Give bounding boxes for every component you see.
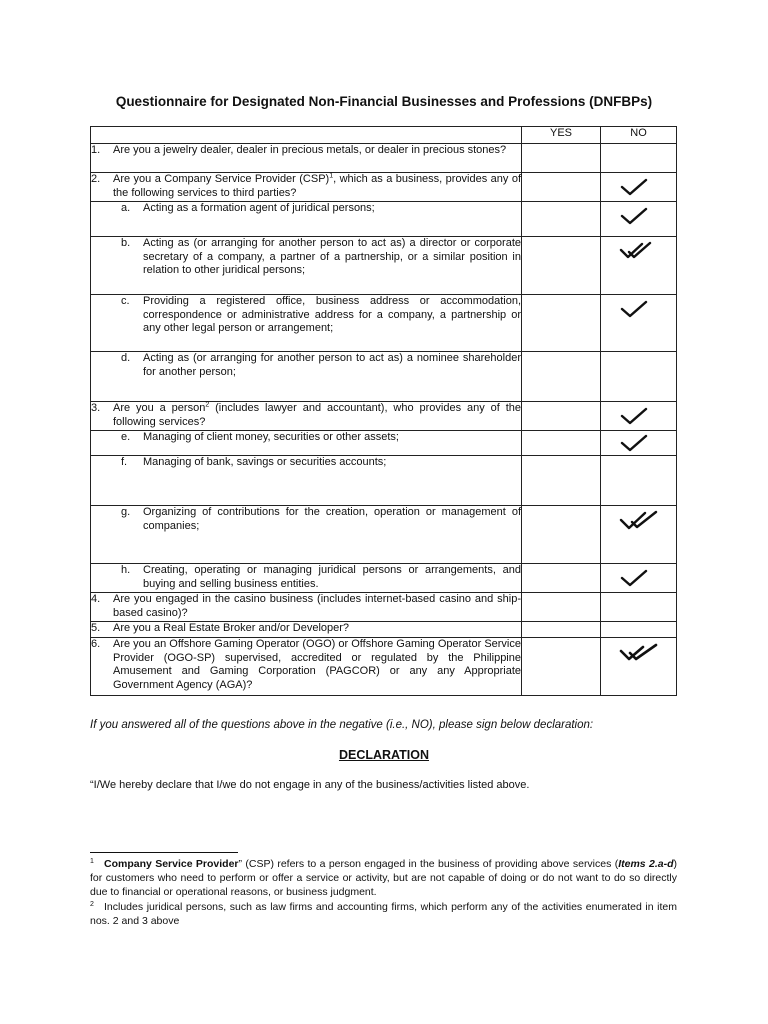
- header-yes: YES: [522, 127, 601, 144]
- question-text: Are you a jewelry dealer, dealer in precious metals, or dealer in precious stones?: [113, 144, 507, 156]
- instruction-note: If you answered all of the questions above in the negative (i.e., NO), please sign below declaration:: [90, 719, 594, 731]
- check-mark-icon: [619, 433, 649, 453]
- table-row: [91, 202, 677, 237]
- table-row: [91, 593, 677, 622]
- sub-item-text: Managing of bank, savings or securities accounts;: [143, 456, 387, 468]
- sub-item-letter: b.: [121, 237, 131, 249]
- table-row: [91, 506, 677, 564]
- yes-cell[interactable]: [522, 237, 601, 295]
- footnote-ref: 2: [205, 401, 210, 409]
- question-number: 2.: [91, 173, 101, 185]
- check-mark-icon: [619, 568, 649, 588]
- double-check-mark-icon: [619, 510, 659, 532]
- page-title: Questionnaire for Designated Non-Financial Businesses and Professions (DNFBPs): [115, 94, 653, 109]
- check-mark-icon: [619, 177, 649, 197]
- check-mark-icon: [619, 406, 649, 426]
- no-cell[interactable]: [601, 402, 677, 431]
- question-number: 4.: [91, 593, 101, 605]
- question-text: Are you an Offshore Gaming Operator (OGO) or Offshore Gaming Operator Service Provider (OGO-SP) supervised, accredited or regulated by the Philippine Amusement and Gaming Corporation (PAGCOR) or any any Appropriate Government Agency (AGA)?: [113, 638, 521, 691]
- yes-cell[interactable]: [522, 593, 601, 622]
- table-row: [91, 173, 677, 202]
- no-cell[interactable]: [601, 202, 677, 237]
- sub-item-text: Providing a registered office, business address or accommodation, correspondence or administrative address for a company, a partnership or any other legal person or arrangement;: [143, 295, 521, 334]
- sub-item-letter: c.: [121, 295, 130, 307]
- sub-item-text: Creating, operating or managing juridical persons or arrangements, and buying and selling business entities.: [143, 564, 521, 590]
- question-number: 5.: [91, 622, 101, 634]
- yes-cell[interactable]: [522, 202, 601, 237]
- sub-item-letter: d.: [121, 352, 131, 364]
- sub-item-text: Managing of client money, securities or other assets;: [143, 431, 399, 443]
- yes-cell[interactable]: [522, 564, 601, 593]
- no-cell[interactable]: [601, 622, 677, 638]
- double-check-mark-icon: [619, 241, 653, 261]
- table-row: [91, 456, 677, 506]
- table-row: [91, 402, 677, 431]
- no-cell[interactable]: [601, 593, 677, 622]
- footnote-1: 1 Company Service Provider” (CSP) refers to a person engaged in the business of providing above services (Items 2.a-d) for customers who need to perform or offer a service or activity, but are not capable of doing or do not want to do so directly due to financial or operational reasons, or business judgment.: [90, 857, 678, 898]
- sub-item-letter: a.: [121, 202, 131, 214]
- no-cell[interactable]: [601, 506, 677, 564]
- yes-cell[interactable]: [522, 173, 601, 202]
- no-cell[interactable]: [601, 431, 677, 456]
- yes-cell[interactable]: [522, 506, 601, 564]
- yes-cell[interactable]: [522, 144, 601, 173]
- no-cell[interactable]: [601, 173, 677, 202]
- table-row: [91, 237, 677, 295]
- yes-cell[interactable]: [522, 352, 601, 402]
- sub-item-text: Acting as (or arranging for another person to act as) a nominee shareholder for another person;: [143, 352, 521, 378]
- sub-item-letter: e.: [121, 431, 131, 443]
- header-question-cell: [91, 127, 522, 144]
- header-no: NO: [601, 127, 677, 144]
- no-cell[interactable]: [601, 295, 677, 352]
- sub-item-letter: g.: [121, 506, 131, 518]
- questionnaire-table: [90, 126, 677, 696]
- no-cell[interactable]: [601, 144, 677, 173]
- double-check-mark-icon: [619, 642, 659, 664]
- check-mark-icon: [619, 299, 649, 319]
- question-text: Are you engaged in the casino business (includes internet-based casino and ship-based casino)?: [113, 593, 521, 619]
- yes-cell[interactable]: [522, 638, 601, 696]
- question-text: Are you a Real Estate Broker and/or Developer?: [113, 622, 350, 634]
- no-cell[interactable]: [601, 237, 677, 295]
- question-text: Are you a Company Service Provider (CSP)$^1$, which as a business, provides any of the following services to third parties?: [113, 172, 522, 199]
- declaration-text: “I/We hereby declare that I/we do not engage in any of the business/activities listed above.: [90, 779, 530, 791]
- table-row: [91, 564, 677, 593]
- yes-cell[interactable]: [522, 622, 601, 638]
- question-number: 1.: [91, 144, 101, 156]
- footnote-ref: 1: [329, 172, 334, 180]
- footnote-2: 2 Includes juridical persons, such as law firms and accounting firms, which perform any of the activities enumerated in item nos. 2 and 3 above: [90, 900, 677, 927]
- table-row: [91, 622, 677, 638]
- table-header-row: [91, 127, 677, 144]
- table-row: [91, 144, 677, 173]
- table-row: [91, 352, 677, 402]
- footnote-divider: [90, 852, 238, 853]
- question-number: 6.: [91, 638, 101, 650]
- yes-cell[interactable]: [522, 295, 601, 352]
- table-row: [91, 431, 677, 456]
- sub-item-letter: f.: [121, 456, 128, 468]
- sub-item-text: Organizing of contributions for the creation, operation or management of companies;: [143, 506, 521, 532]
- question-text: Are you a person$^2$ (includes lawyer and accountant), who provides any of the following services?: [113, 401, 521, 428]
- table-row: [91, 638, 677, 696]
- sub-item-text: Acting as a formation agent of juridical persons;: [143, 202, 375, 214]
- check-mark-icon: [619, 206, 649, 226]
- no-cell[interactable]: [601, 352, 677, 402]
- question-number: 3.: [91, 402, 101, 414]
- sub-item-letter: h.: [121, 564, 131, 576]
- yes-cell[interactable]: [522, 402, 601, 431]
- sub-item-text: Acting as (or arranging for another person to act as) a director or corporate secretary of a company, a partner of a partnership, or a similar position in relation to other juridical persons;: [143, 237, 521, 276]
- no-cell[interactable]: [601, 564, 677, 593]
- no-cell[interactable]: [601, 456, 677, 506]
- no-cell[interactable]: [601, 638, 677, 696]
- declaration-heading: DECLARATION: [338, 748, 430, 762]
- table-row: [91, 295, 677, 352]
- yes-cell[interactable]: [522, 456, 601, 506]
- yes-cell[interactable]: [522, 431, 601, 456]
